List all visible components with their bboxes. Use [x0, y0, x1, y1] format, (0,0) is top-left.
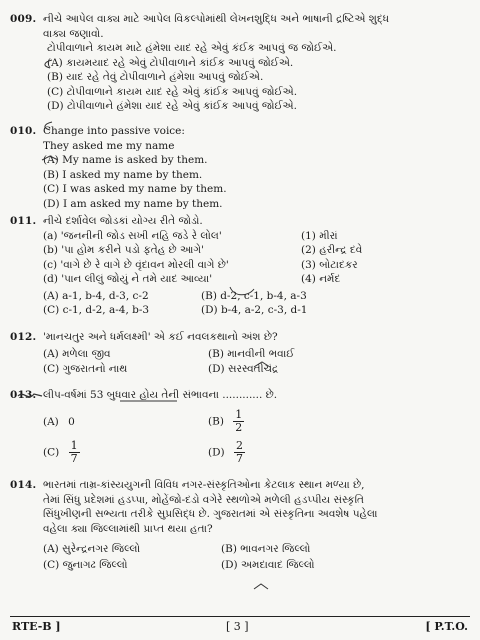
option-a[interactable]: (A) My name is asked by them. — [43, 154, 208, 166]
option-label: (D) — [208, 446, 225, 458]
denominator: 7 — [70, 451, 78, 465]
options-grid — [43, 542, 472, 572]
question-number: 014. — [10, 479, 37, 491]
option-a[interactable]: (A) સુરેન્દ્રનગર જિલ્લો — [43, 543, 141, 555]
match-row — [43, 272, 472, 287]
option-d[interactable]: (D) સરસ્વતીચંદ્ર — [208, 363, 279, 375]
option-d[interactable]: (D) I am asked my name by them. — [43, 197, 223, 210]
question-text: નીચે દર્શાવેલ જોડકાં યોગ્ય રીતે જોડો. — [43, 215, 203, 227]
denominator: 7 — [235, 451, 243, 465]
option-c[interactable]: (C) ટોપીવાળાને કાયમ યાદ રહે એવું કાંઈક આપવું જોઈએ. — [47, 85, 298, 98]
fraction — [234, 440, 245, 465]
option-c[interactable]: (C) c-1, d-2, a-4, b-3 — [43, 304, 150, 316]
option-c[interactable]: (C) ગુજરાતનો નાથ — [43, 363, 128, 375]
question-011 — [8, 214, 472, 318]
pen-mark-icon — [40, 56, 56, 136]
question-text: સિંધુખીણની સભ્યતા તરીકે સુપ્રસિદ્ધ છે. ગુજરાતમાં એ સંસ્કૃતિના અવશેષ પહેલા — [43, 508, 378, 520]
option-b[interactable]: (B) d-2, c-1, b-4, a-3 — [201, 289, 307, 302]
option-c[interactable]: (C) જુનાગઢ જિલ્લો — [43, 558, 128, 571]
match-left: (d) 'પાન લીલું જોયું ને તમે યાદ આવ્યા' — [43, 273, 213, 285]
question-text: વાક્ય જણાવો. — [43, 27, 104, 40]
question-text: Change into passive voice: — [43, 125, 185, 137]
option-c[interactable]: (C) I was asked my name by them. — [43, 183, 227, 195]
option-d[interactable] — [208, 440, 373, 465]
match-right: (2) હરીન્દ્ર દવે — [301, 244, 363, 256]
denominator: 2 — [235, 420, 243, 434]
match-right: (3) બોટાદકર — [301, 258, 358, 271]
match-right: (4) નર્મદ — [301, 273, 341, 285]
question-text: તેમાં સિંધુ પ્રદેશમાં હડપ્પા, મોહેંજો-દડો વગેરે સ્થળોએ મળેલી હડપ્પીય સંસ્કૃતિ — [43, 493, 364, 506]
option-b[interactable] — [208, 409, 373, 434]
question-number: 012. — [10, 331, 37, 343]
match-row — [43, 258, 472, 273]
match-left: (a) 'જનનીની જોડ સખી નહિ જડે રે લોલ' — [43, 229, 222, 242]
question-text: ભારતમાં તામ્ર-કાંસ્યયુગની વિવિધ નગર-સંસ્કૃતિઓના કેટલાક સ્થાન મળ્યા છે, — [43, 479, 365, 491]
option-d[interactable]: (D) અમદાવાદ જિલ્લો — [221, 558, 315, 571]
footer-code: RTE-B ] — [12, 620, 61, 633]
option-a[interactable]: (A) કાયમયાદ રહે એવું ટોપીવાળાને કાંઈક આપવું જોઈએ. — [47, 56, 294, 69]
option-a[interactable] — [43, 409, 208, 434]
question-009 — [8, 12, 472, 114]
match-row — [43, 229, 472, 244]
pen-mark-icon — [252, 581, 270, 595]
option-a[interactable]: (A) મળેલા જીવ — [43, 347, 111, 360]
match-left: (b) 'પા હોમ કરીને પડો ફતેહ છે આગે' — [43, 244, 204, 256]
match-row — [43, 243, 472, 258]
pen-underline-icon — [119, 399, 179, 404]
pen-mark-icon — [40, 152, 60, 166]
option-d[interactable]: (D) ટોપીવાળાને હંમેશા યાદ રહે એવું કાંઈક આપવું જોઈએ. — [47, 100, 297, 112]
pen-mark-icon — [228, 283, 256, 299]
numerator: 1 — [70, 438, 78, 452]
options-grid — [43, 409, 472, 465]
question-010 — [8, 124, 472, 211]
match-right: (1) મીરાં — [301, 229, 338, 242]
option-label: (A) — [43, 415, 59, 428]
option-b[interactable]: (B) માનવીની ભવાઈ — [208, 347, 295, 360]
question-012 — [8, 330, 472, 377]
pen-mark-icon — [252, 359, 272, 373]
page-footer — [10, 616, 470, 637]
question-text: નીચે આપેલ વાક્ય માટે આપેલ વિકલ્પોમાંથી લેખનશુદ્ધિ અને ભાષાની દ્રષ્ટિએ શુદ્ધ — [43, 13, 390, 25]
option-b[interactable]: (B) ભાવનગર જિલ્લો — [221, 543, 311, 555]
numerator: 2 — [235, 438, 243, 452]
option-b[interactable]: (B) યાદ રહે તેવું ટોપીવાળાને હંમેશા આપવું જોઈએ. — [47, 71, 264, 83]
question-text: લીપ-વર્ષમાં 53 બુધવાર હોય તેની સંભાવના ............ છે. — [43, 389, 278, 401]
question-number: 009. — [10, 13, 37, 25]
question-sentence: They asked me my name — [43, 139, 175, 152]
page-number: [ 3 ] — [226, 620, 249, 633]
options-grid — [43, 289, 472, 318]
option-value: 0 — [68, 415, 75, 428]
option-c[interactable] — [43, 440, 208, 465]
fraction — [69, 440, 80, 465]
option-label: (B) — [208, 415, 224, 427]
question-text: વહેલા ક્યા જિલ્લામાંથી પ્રાપ્ત થયા હતા? — [43, 522, 213, 535]
question-number: 010. — [10, 125, 37, 137]
fraction — [233, 409, 244, 434]
pen-mark-icon — [16, 386, 46, 404]
option-label: (C) — [43, 446, 60, 458]
question-text: 'માનચતુર અને ધર્મલક્ષ્મી' એ કઈ નવલકથાનો અંશ છે? — [43, 331, 278, 343]
numerator: 1 — [235, 407, 243, 421]
question-sentence: ટોપીવાળાને કાયમ માટે હંમેશા યાદ રહે એવું કંઈક આપવું જ જોઈએ. — [47, 42, 337, 54]
question-number: 011. — [10, 215, 37, 227]
question-014 — [8, 478, 472, 572]
pto-label: [ P.T.O. — [425, 620, 468, 633]
question-013 — [8, 388, 472, 465]
match-left: (c) 'વાગે છે રે વાગે છે વૃંદાવન મોરલી વાગે છે' — [43, 258, 229, 271]
option-b[interactable]: (B) I asked my name by them. — [43, 168, 203, 181]
option-a[interactable]: (A) a-1, b-4, d-3, c-2 — [43, 289, 149, 302]
question-number: 013. — [10, 389, 37, 401]
option-d[interactable]: (D) b-4, a-2, c-3, d-1 — [201, 304, 308, 316]
